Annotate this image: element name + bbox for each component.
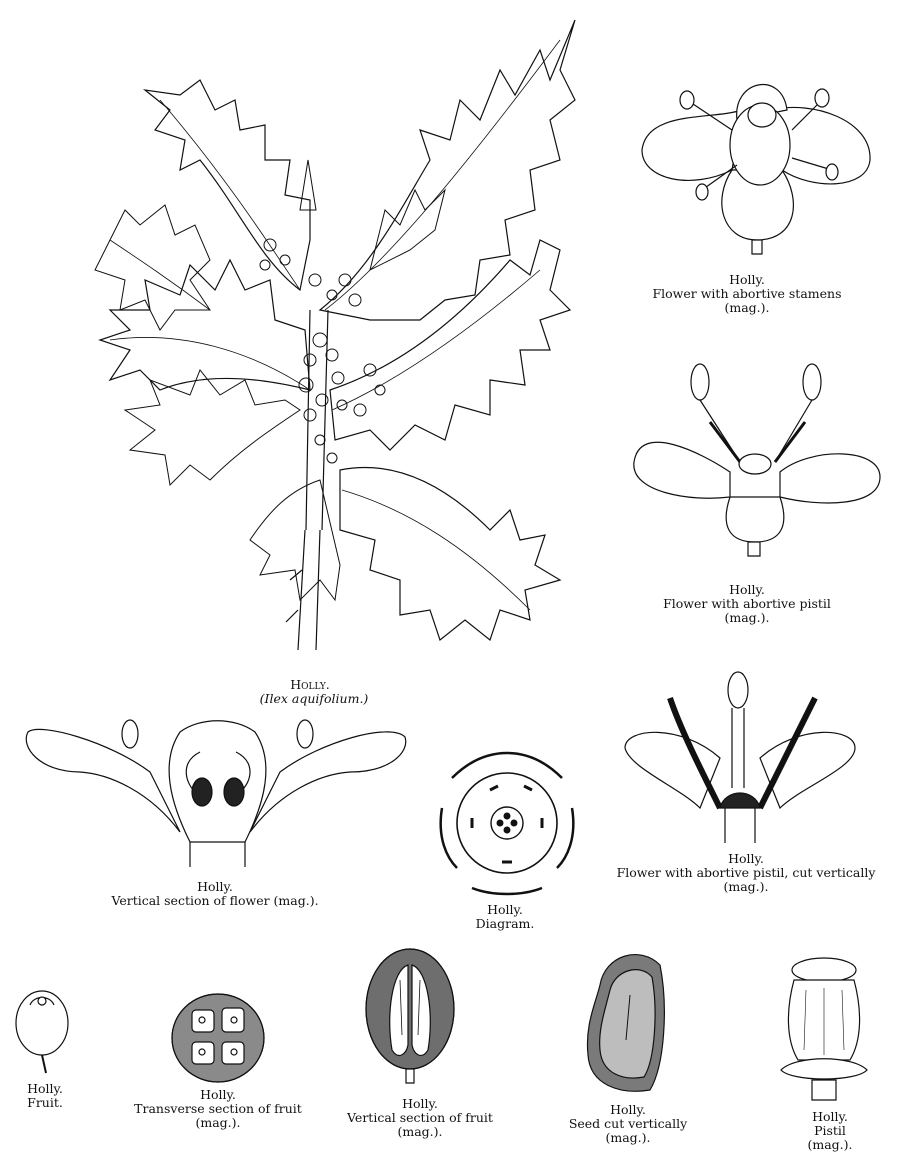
caption-line-2: Flower with abortive pistil, cut vertically — [616, 865, 876, 880]
caption-flower-abortive-pistil — [612, 583, 882, 625]
fruit-illustration — [12, 985, 72, 1075]
caption-line-3: (mag.). — [723, 879, 769, 894]
caption-line-1: Holly. — [197, 879, 233, 894]
caption-seed — [548, 1103, 708, 1145]
caption-line-3: (mag.). — [195, 1115, 241, 1130]
floral-diagram-illustration — [432, 748, 582, 898]
caption-line-2: Pistil — [814, 1123, 846, 1138]
caption-line-1: Holly. — [610, 1102, 646, 1117]
transverse-fruit-illustration — [168, 990, 268, 1086]
vertical-section-flower-illustration — [20, 712, 410, 872]
caption-diagram — [460, 903, 550, 931]
caption-flower-pistil-cut — [606, 852, 886, 894]
caption-vertical-section-flower — [80, 880, 350, 908]
caption-line-1: Holly. — [812, 1109, 848, 1124]
seed-illustration — [580, 945, 670, 1095]
caption-line-3: (mag.). — [724, 610, 770, 625]
caption-transverse-fruit — [118, 1088, 318, 1130]
caption-line-3: (mag.). — [605, 1130, 651, 1145]
caption-flower-abortive-stamens — [612, 273, 882, 315]
caption-line-1: Holly. — [402, 1096, 438, 1111]
pistil-illustration — [776, 950, 872, 1102]
caption-line-1: Holly. — [200, 1087, 236, 1102]
caption-line-1: Holly. — [487, 902, 523, 917]
flower-abortive-stamens-illustration — [632, 50, 884, 260]
caption-pistil — [780, 1110, 880, 1152]
caption-line-3: (mag.). — [807, 1137, 853, 1152]
caption-line-2: Flower with abortive stamens — [652, 286, 842, 301]
holly-branch-illustration — [70, 10, 590, 670]
caption-branch-latin: (Ilex aquifolium.) — [259, 691, 369, 706]
caption-line-2: Vertical section of fruit — [347, 1110, 493, 1125]
caption-line-2: Diagram. — [475, 916, 535, 931]
caption-branch — [200, 678, 420, 706]
caption-line-1: Holly. — [729, 272, 765, 287]
caption-line-1: Holly. — [729, 582, 765, 597]
caption-line-2: Transverse section of fruit — [134, 1101, 302, 1116]
caption-branch-name: Holly. — [290, 677, 330, 692]
caption-line-3: (mag.). — [724, 300, 770, 315]
caption-vertical-fruit — [330, 1097, 510, 1139]
vertical-fruit-illustration — [362, 945, 458, 1091]
caption-line-3: (mag.). — [397, 1124, 443, 1139]
caption-line-2: Fruit. — [27, 1095, 63, 1110]
caption-line-2: Seed cut vertically — [568, 1116, 688, 1131]
flower-pistil-cut-illustration — [620, 668, 860, 846]
flower-abortive-pistil-illustration — [630, 362, 886, 572]
caption-fruit — [0, 1082, 90, 1110]
caption-line-1: Holly. — [27, 1081, 63, 1096]
caption-line-2: Vertical section of flower (mag.). — [111, 893, 319, 908]
caption-line-1: Holly. — [728, 851, 764, 866]
caption-line-2: Flower with abortive pistil — [663, 596, 831, 611]
